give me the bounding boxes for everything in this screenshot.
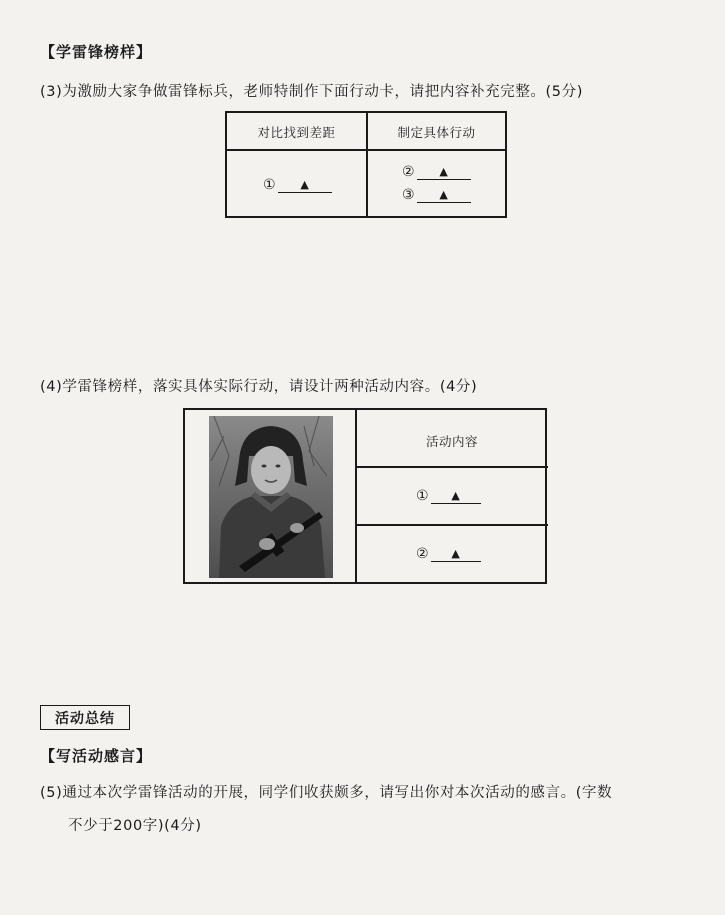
triangle-icon: ▲ bbox=[451, 488, 460, 502]
blank-line bbox=[431, 489, 481, 504]
triangle-icon: ▲ bbox=[439, 187, 448, 201]
heading-text: 写活动感言 bbox=[56, 747, 137, 765]
column-header-activity: 活动内容 bbox=[425, 434, 478, 449]
heading-bracket-left: 【 bbox=[40, 43, 57, 61]
activity-blank-2[interactable] bbox=[416, 546, 481, 562]
table-divider-horizontal bbox=[227, 149, 505, 151]
blank-line bbox=[417, 165, 471, 180]
column-header-compare: 对比找到差距 bbox=[257, 125, 336, 140]
portrait-photo-graphic bbox=[209, 416, 333, 578]
table-divider-horizontal-1 bbox=[356, 466, 548, 468]
blank-line bbox=[431, 547, 481, 562]
action-card-table bbox=[225, 111, 507, 218]
activity-content-table bbox=[183, 408, 547, 584]
activity-summary-label: 活动总结 bbox=[40, 705, 130, 730]
blank-number: ③ bbox=[402, 187, 415, 203]
heading-bracket-right: 】 bbox=[136, 43, 153, 61]
blank-number: ① bbox=[263, 177, 276, 193]
triangle-icon: ▲ bbox=[451, 546, 460, 560]
question-5-line-1: (5)通过本次学雷锋活动的开展，同学们收获颇多，请写出你对本次活动的感言。(字数 bbox=[40, 785, 613, 801]
heading-bracket-left: 【 bbox=[40, 747, 57, 765]
blank-number: ② bbox=[416, 546, 429, 562]
question-3-text: (3)为激励大家争做雷锋标兵，老师特制作下面行动卡，请把内容补充完整。(5分) bbox=[40, 84, 583, 100]
triangle-icon: ▲ bbox=[439, 164, 448, 178]
blank-line bbox=[417, 188, 471, 203]
table-divider-horizontal-2 bbox=[356, 524, 548, 526]
heading-bracket-right: 】 bbox=[136, 747, 153, 765]
column-header-plan: 制定具体行动 bbox=[397, 125, 476, 140]
blank-line bbox=[278, 178, 332, 193]
blank-number: ① bbox=[416, 488, 429, 504]
answer-blank-2[interactable] bbox=[402, 164, 471, 180]
portrait-photo-icon bbox=[209, 416, 333, 578]
answer-blank-3[interactable] bbox=[402, 187, 471, 203]
heading-text: 学雷锋榜样 bbox=[56, 43, 137, 61]
section-heading-write-reflection bbox=[40, 745, 152, 766]
blank-number: ② bbox=[402, 164, 415, 180]
answer-blank-1[interactable] bbox=[263, 177, 332, 193]
question-5-line-2: 不少于200字)(4分) bbox=[68, 818, 202, 834]
triangle-icon: ▲ bbox=[300, 177, 309, 191]
question-4-text: (4)学雷锋榜样，落实具体实际行动，请设计两种活动内容。(4分) bbox=[40, 379, 478, 395]
activity-blank-1[interactable] bbox=[416, 488, 481, 504]
section-heading-learn-leifeng bbox=[40, 41, 152, 62]
